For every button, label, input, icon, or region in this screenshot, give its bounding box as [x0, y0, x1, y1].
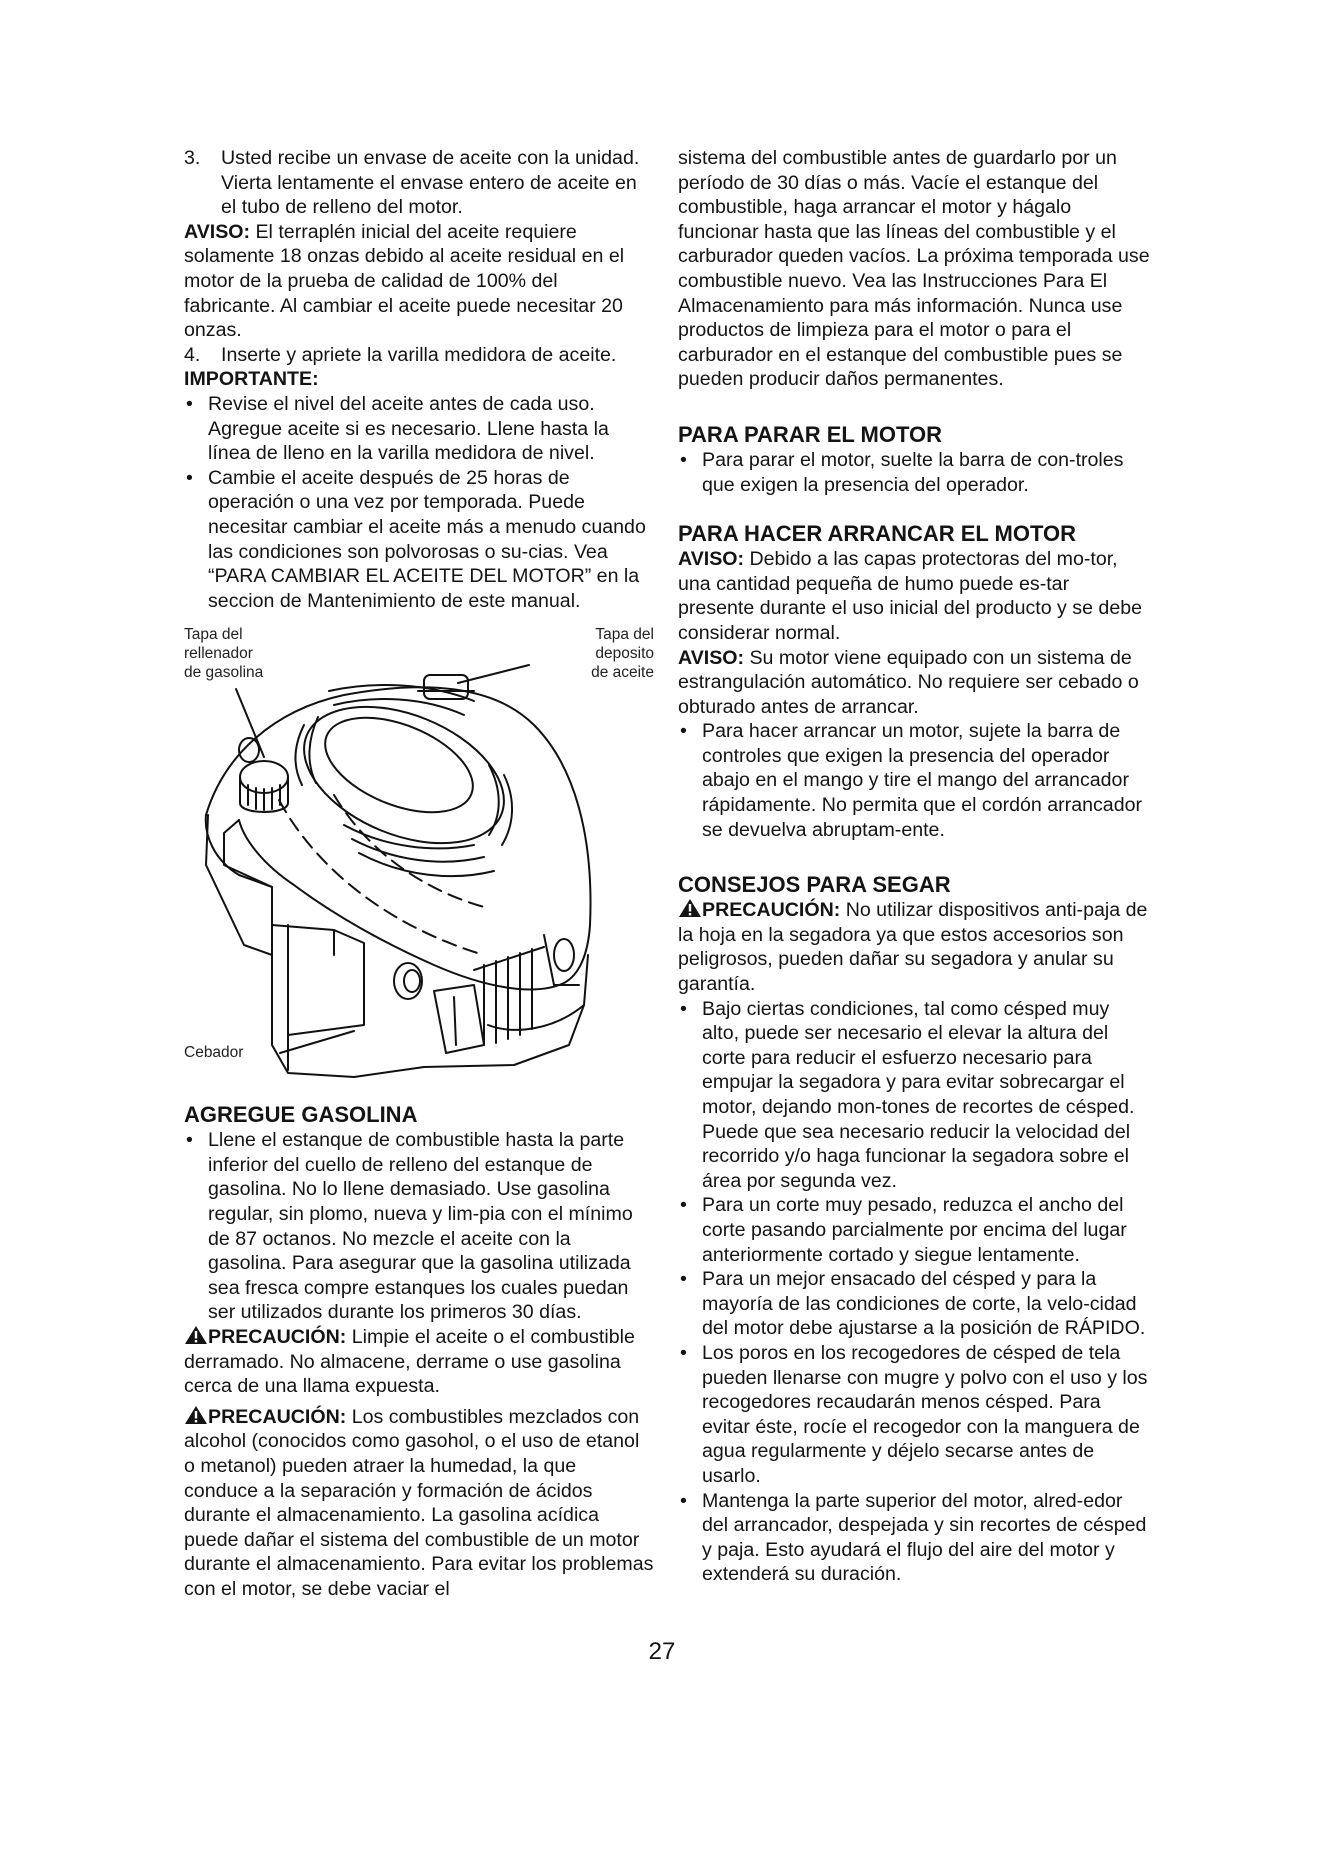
bullet-text: Para un mejor ensacado del césped y para la mayoría de las condiciones de corte, la velo-cidad del motor debe ajustarse a la posición de RÁPIDO.	[702, 1268, 1146, 1340]
bullet-text: Los poros en los recogedores de césped de tela pueden llenarse con mugre y polvo con el uso y los recogedores recaudarán menos césped. Para evitar éste, rocíe el recogedor con la manguera de agua regularmente y déjelo secarse antes de usarlo.	[702, 1341, 1148, 1487]
bullet-mark: •	[186, 1129, 193, 1152]
bullet-mark: •	[680, 1489, 687, 1512]
caution-alcohol-fuel	[184, 1405, 654, 1602]
bullet-mark: •	[186, 466, 193, 489]
bullet-mark: •	[186, 392, 193, 415]
caution-text: Limpie el aceite o el combustible derramado. No almacene, derrame o use gasolina cerca de una llama expuesta.	[184, 1326, 635, 1398]
mowing-bullet-3	[678, 1267, 1150, 1341]
notice-smoke	[678, 547, 1150, 645]
notice-oil-fill	[184, 220, 654, 343]
step-3	[184, 146, 654, 220]
label-line: Tapa del	[184, 626, 243, 644]
step-text: Inserte y apriete la varilla medidora de aceite.	[221, 343, 617, 366]
bullet-text: Para parar el motor, suelte la barra de con-troles que exigen la presencia del operador.	[702, 448, 1124, 496]
caution-text: No utilizar dispositivos anti-paja de la hoja en la segadora ya que estos accesorios son peligrosos, pueden dañar su segadora y anular su garantía.	[678, 899, 1148, 996]
notice-text: Su motor viene equipado con un sistema de estrangulación automático. No requiere ser cebado o obturado antes de arrancar.	[678, 646, 1139, 718]
label-line: de gasolina	[184, 664, 264, 682]
bullet-mark: •	[680, 1268, 687, 1291]
step-number: 3.	[184, 147, 201, 169]
label-line: rellenador	[184, 645, 253, 663]
bullet-text: Para un corte muy pesado, reduzca el ancho del corte pasando parcialmente por encima del lugar anteriormente cortado y siegue lentamente.	[702, 1194, 1127, 1266]
step-number: 4.	[184, 343, 201, 366]
caution-label: PRECAUCIÓN:	[208, 1405, 347, 1428]
mowing-bullet-5	[678, 1489, 1150, 1587]
notice-label: AVISO:	[678, 646, 745, 669]
left-column	[184, 146, 654, 1602]
label-line: deposito	[595, 645, 654, 663]
bullet-text: Revise el nivel del aceite antes de cada uso. Agregue aceite si es necesario. Llene hasta la línea de lleno en la varilla medidora de nivel.	[208, 392, 609, 465]
caution-label: PRECAUCIÓN:	[208, 1326, 347, 1349]
label-line: de aceite	[591, 664, 654, 682]
bullet-mark: •	[680, 997, 687, 1020]
start-engine-bullet	[678, 719, 1150, 842]
label-oil-cap	[591, 625, 654, 682]
gasoline-bullet	[184, 1128, 654, 1325]
caution-label: PRECAUCIÓN:	[702, 899, 841, 922]
mowing-bullet-1	[678, 997, 1150, 1194]
caution-spill	[184, 1325, 654, 1399]
page-number: 27	[648, 1638, 676, 1665]
notice-auto-choke	[678, 646, 1150, 720]
step-4	[184, 343, 654, 368]
notice-label: AVISO:	[184, 220, 251, 243]
mowing-bullet-2	[678, 1193, 1150, 1267]
bullet-text: Llene el estanque de combustible hasta la parte inferior del cuello de relleno del estanque de gasolina. No lo llene demasiado. Use gasolina regular, sin plomo, nueva y lim-pia con el mínimo de 87 octanos. No mezcle el aceite con la gasolina. Para asegurar que la gasolina utilizada sea fresca compre estanques los cuales puedan ser utilizados durante los primeros 30 días.	[208, 1129, 633, 1324]
bullet-mark: •	[680, 720, 687, 743]
bullet-mark: •	[680, 1194, 687, 1217]
bullet-text: Mantenga la parte superior del motor, alred-edor del arrancador, despejada y sin recortes de césped y paja. Esto ayudará el flujo del aire del motor y extenderá su duración.	[702, 1489, 1147, 1586]
stop-engine-heading: PARA PARAR EL MOTOR	[678, 421, 943, 447]
caution-text: Los combustibles mezclados con alcohol (conocidos como gasohol, o el uso de etanol o metanol) pueden atraer la humedad, la que conduce a la separación y formación de ácidos durante el almacenamiento. La gasolina acídica puede dañar el sistema del combustible de un motor durante el almacenamiento. Para evitar los problemas con el motor, se debe vaciar el	[184, 1405, 654, 1600]
step-text: Usted recibe un envase de aceite con la unidad. Vierta lentamente el envase entero de aceite en el tubo de relleno del motor.	[221, 147, 640, 219]
important-bullet-1	[184, 392, 654, 466]
warning-icon	[184, 1405, 208, 1425]
warning-icon	[184, 1325, 208, 1345]
start-engine-heading: PARA HACER ARRANCAR EL MOTOR	[678, 521, 1077, 547]
caution-mulching	[678, 898, 1150, 996]
notice-text: El terraplén inicial del aceite requiere solamente 18 onzas debido al aceite residual en el motor de la prueba de calidad de 100% del fabricante. Al cambiar el aceite puede necesitar 20 onzas.	[184, 220, 625, 342]
bullet-text: Para hacer arrancar un motor, sujete la barra de controles que exigen la presencia del operador abajo en el mango y tire el mango del arrancador rápidamente. No permita que el cordón arrancador se devuelva abruptam-ente.	[702, 720, 1143, 841]
stop-engine-bullet	[678, 448, 1150, 497]
engine-figure	[184, 625, 654, 1090]
bullet-mark: •	[680, 448, 687, 471]
notice-text: Debido a las capas protectoras del mo-tor, una cantidad pequeña de humo puede es-tar presente durante el uso inicial del producto y se debe considerar normal.	[678, 548, 1143, 644]
bullet-text: Cambie el aceite después de 25 horas de operación o una vez por temporada. Puede necesitar cambiar el aceite más a menudo cuando las condiciones son polvorosas o su-cias. Vea “PARA CAMBIAR EL ACEITE DEL MOTOR” en la seccion de Mantenimiento de este manual.	[208, 466, 646, 612]
bullet-mark: •	[680, 1341, 687, 1364]
bullet-text: Bajo ciertas condiciones, tal como césped muy alto, puede ser necesario el elevar la altura del corte para reducir el esfuerzo necesario para empujar la segadora y para evitar sobrecargar el motor, dejando mon-tones de recortes de césped. Puede que sea necesario reducir la velocidad del recorrido y/o haga funcionar la segadora sobre el área por segunda vez.	[702, 997, 1135, 1192]
add-gasoline-heading: AGREGUE GASOLINA	[184, 1102, 418, 1128]
label-line: Tapa del	[595, 626, 654, 644]
continued-text: sistema del combustible antes de guardarlo por un período de 30 días o más. Vacíe el estanque del combustible, haga arrancar el motor y hágalo funcionar hasta que las líneas del combustible y el carburador queden vacíos. La próxima temporada use combustible nuevo. Vea las Instrucciones Para El Almacenamiento para más información. Nunca use productos de limpieza para el motor o para el carburador en el estanque del combustible pues se pueden producir daños permanentes.	[678, 147, 1150, 391]
mowing-bullet-4	[678, 1341, 1150, 1489]
label-fuel-cap	[184, 625, 263, 682]
engine-illustration	[184, 625, 654, 1090]
important-bullet-2	[184, 466, 654, 614]
label-primer: Cebador	[184, 1044, 244, 1062]
mowing-tips-heading: CONSEJOS PARA SEGAR	[678, 872, 951, 898]
notice-label: AVISO:	[678, 548, 745, 571]
important-heading: IMPORTANTE:	[184, 368, 319, 391]
warning-icon	[678, 898, 702, 918]
right-column	[678, 146, 1150, 1587]
